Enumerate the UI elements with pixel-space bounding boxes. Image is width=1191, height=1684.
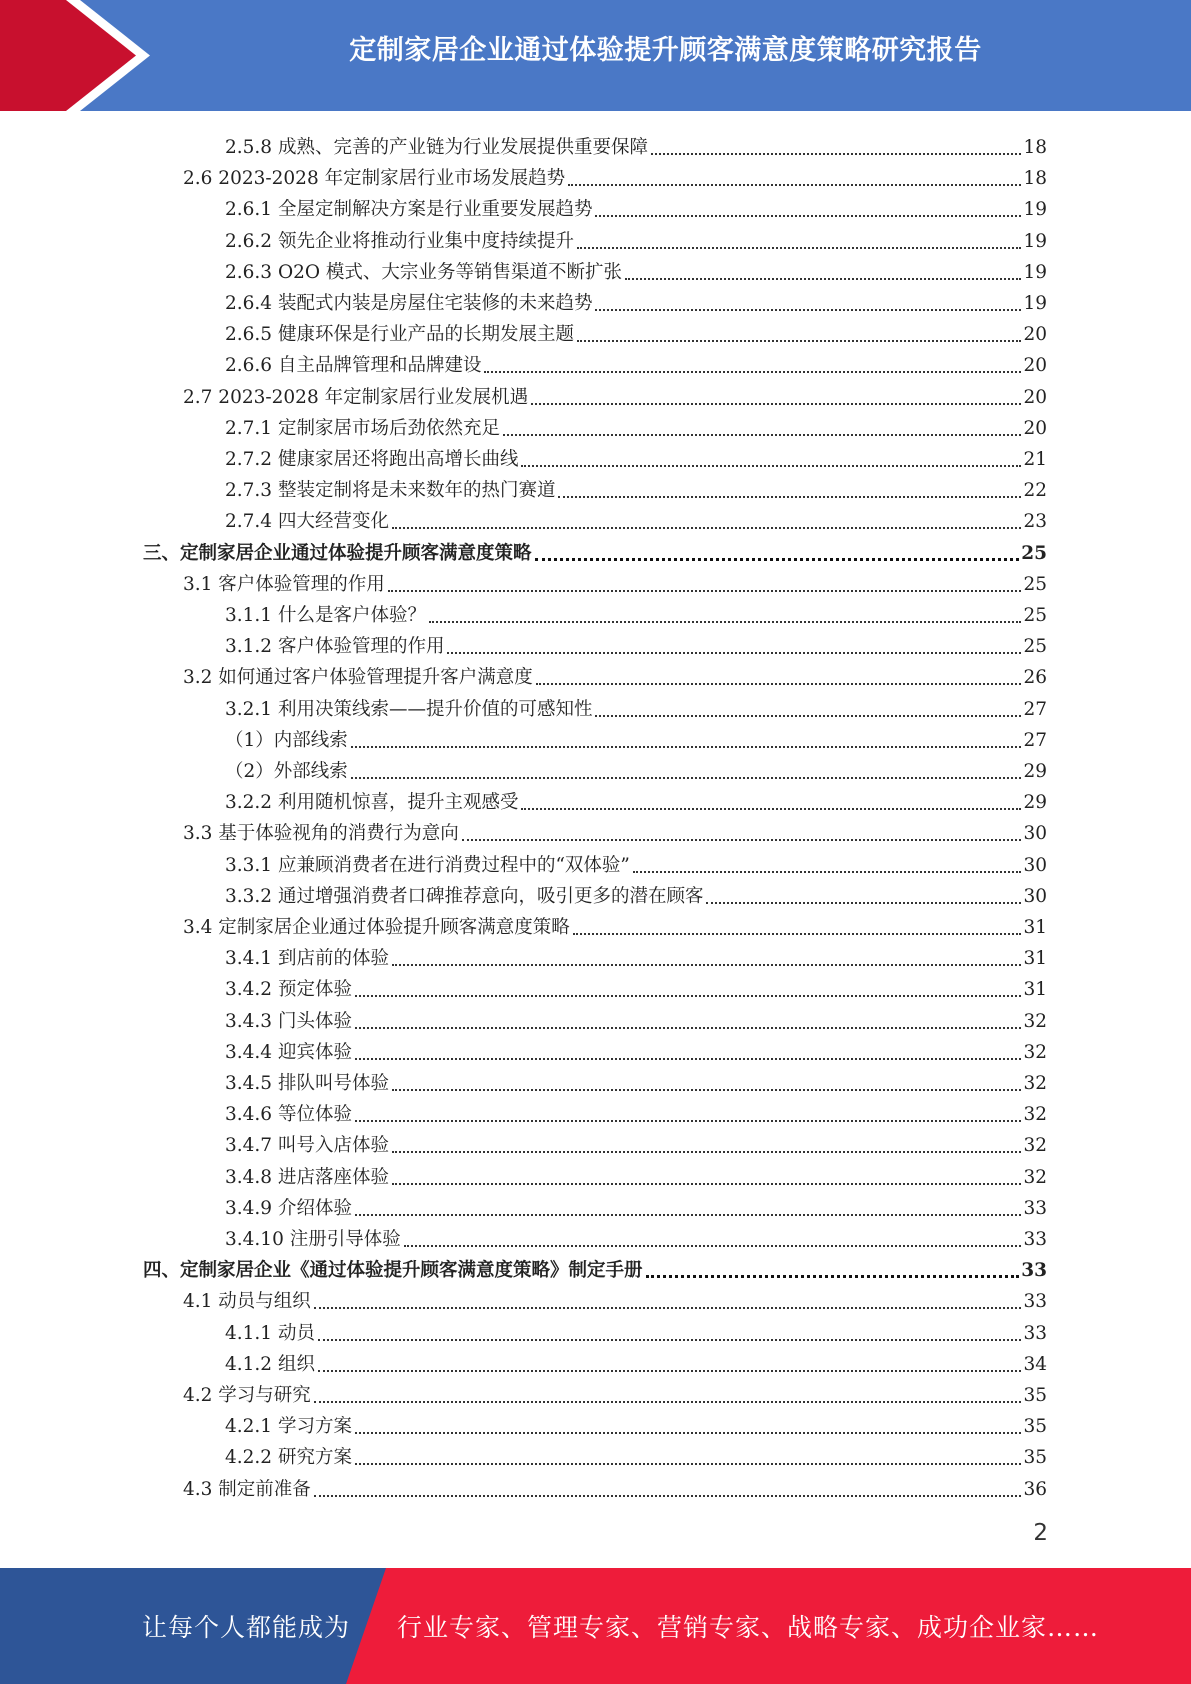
toc-entry[interactable] [225, 1314, 1047, 1345]
toc-entry-label: 2.7.1 定制家居市场后劲依然充足 [225, 417, 500, 439]
toc-dot-leader [573, 933, 1022, 935]
toc-entry-label: 3.4.1 到店前的体验 [225, 948, 389, 970]
toc-entry-label: 2.7.2 健康家居还将跑出高增长曲线 [225, 449, 519, 470]
toc-entry-page: 31 [1023, 979, 1047, 1001]
toc-entry-page: 32 [1023, 1041, 1047, 1063]
toc-entry-label: 2.7.3 整装定制将是未来数年的热门赛道 [225, 480, 556, 502]
toc-entry[interactable] [225, 471, 1047, 502]
toc-dot-leader [633, 871, 1022, 873]
toc-entry[interactable] [225, 627, 1047, 658]
toc-dot-leader [392, 1183, 1021, 1185]
toc-entry-label: 2.7 2023-2028 年定制家居行业发展机遇 [183, 386, 529, 408]
toc-entry[interactable] [225, 752, 1047, 783]
toc-entry-page: 29 [1023, 761, 1047, 782]
toc-dot-leader [355, 1463, 1022, 1465]
toc-entry-label: 3.4.9 介绍体验 [225, 1197, 352, 1219]
toc-entry[interactable] [225, 970, 1047, 1001]
toc-entry-page: 27 [1023, 698, 1047, 720]
toc-entry-page: 35 [1023, 1385, 1047, 1406]
toc-dot-leader [577, 340, 1021, 342]
toc-entry-label: 4.2.1 学习方案 [225, 1416, 352, 1438]
toc-entry[interactable] [225, 1345, 1047, 1376]
toc-entry-label: 2.6.1 全屋定制解决方案是行业重要发展趋势 [225, 199, 593, 221]
toc-entry[interactable] [225, 1220, 1047, 1251]
toc-entry[interactable] [225, 846, 1047, 877]
toc-entry[interactable] [225, 721, 1047, 752]
toc-dot-leader [595, 309, 1021, 311]
toc-entry-label: 4.1 动员与组织 [183, 1291, 311, 1313]
toc-entry[interactable] [225, 190, 1047, 221]
toc-dot-leader [314, 1307, 1022, 1309]
toc-dot-leader [392, 527, 1021, 529]
toc-dot-leader [314, 1401, 1022, 1403]
toc-entry[interactable] [183, 565, 1047, 596]
toc-entry-label: 三、定制家居企业通过体验提升顾客满意度策略 [143, 542, 532, 564]
toc-entry-page: 31 [1023, 917, 1047, 938]
toc-entry-page: 35 [1023, 1416, 1047, 1438]
toc-entry[interactable] [225, 409, 1047, 440]
toc-entry-label: 3.4.3 门头体验 [225, 1010, 352, 1032]
toc-entry-page: 25 [1023, 605, 1047, 626]
toc-entry[interactable] [225, 222, 1047, 253]
toc-dot-leader [646, 1275, 1020, 1278]
toc-entry-page: 33 [1023, 1197, 1047, 1219]
toc-dot-leader [521, 465, 1021, 467]
toc-entry-page: 30 [1023, 885, 1047, 907]
toc-entry[interactable] [225, 253, 1047, 284]
toc-entry-page: 36 [1023, 1478, 1047, 1500]
toc-entry[interactable] [143, 1251, 1047, 1282]
toc-entry-label: 2.6.3 O2O 模式、大宗业务等销售渠道不断扩张 [225, 261, 622, 283]
toc-dot-leader [651, 153, 1021, 155]
toc-dot-leader [568, 184, 1021, 186]
toc-entry-label: 2.6.2 领先企业将推动行业集中度持续提升 [225, 230, 574, 252]
toc-entry[interactable] [225, 1158, 1047, 1189]
toc-dot-leader [355, 1432, 1022, 1434]
toc-entry-label: 3.1 客户体验管理的作用 [183, 573, 385, 595]
toc-dot-leader [595, 715, 1021, 717]
toc-dot-leader [351, 746, 1022, 748]
toc-dot-leader [314, 1495, 1022, 1497]
toc-dot-leader [447, 652, 1021, 654]
page-number: 2 [1033, 1520, 1048, 1546]
toc-entry[interactable] [225, 440, 1047, 471]
toc-entry-label: 3.3 基于体验视角的消费行为意向 [183, 823, 459, 845]
toc-dot-leader [521, 808, 1021, 810]
toc-entry-label: 3.3.1 应兼顾消费者在进行消费过程中的“双体验” [225, 854, 630, 876]
toc-dot-leader [429, 621, 1021, 623]
toc-dot-leader [706, 902, 1021, 904]
toc-entry-page: 20 [1023, 355, 1047, 377]
toc-entry-label: （1）内部线索 [225, 729, 348, 751]
toc-entry-page: 20 [1023, 417, 1047, 439]
toc-entry-page: 21 [1023, 449, 1047, 470]
report-title: 定制家居企业通过体验提升顾客满意度策略研究报告 [349, 35, 982, 66]
toc-dot-leader [392, 1089, 1021, 1091]
toc-entry-label: 3.4 定制家居企业通过体验提升顾客满意度策略 [183, 917, 570, 938]
toc-dot-leader [577, 247, 1021, 249]
toc-entry-page: 32 [1023, 1010, 1047, 1032]
toc-entry-label: 2.6.5 健康环保是行业产品的长期发展主题 [225, 324, 574, 346]
toc-entry[interactable] [225, 690, 1047, 721]
toc-entry-label: 4.3 制定前准备 [183, 1478, 311, 1500]
toc-entry-page: 33 [1023, 1291, 1047, 1313]
toc-entry[interactable] [183, 1376, 1047, 1407]
toc-entry-label: 2.5.8 成熟、完善的产业链为行业发展提供重要保障 [225, 137, 648, 158]
toc-entry-page: 29 [1023, 792, 1047, 814]
toc-entry-label: 2.7.4 四大经营变化 [225, 511, 389, 533]
toc-entry-label: 3.4.10 注册引导体验 [225, 1229, 401, 1250]
toc-entry-label: 3.3.2 通过增强消费者口碑推荐意向，吸引更多的潜在顾客 [225, 885, 704, 907]
toc-dot-leader [355, 995, 1022, 997]
toc-entry-label: （2）外部线索 [225, 761, 348, 782]
toc-dot-leader [404, 1245, 1022, 1247]
toc-dot-leader [355, 1027, 1022, 1029]
toc-entry-label: 3.2 如何通过客户体验管理提升客户满意度 [183, 667, 533, 689]
toc-entry-label: 3.2.1 利用决策线索——提升价值的可感知性 [225, 698, 593, 720]
toc-entry[interactable] [183, 908, 1047, 939]
toc-entry-label: 3.1.1 什么是客户体验？ [225, 605, 426, 626]
toc-entry-page: 19 [1023, 230, 1047, 252]
toc-entry-label: 4.2 学习与研究 [183, 1385, 311, 1406]
toc-dot-leader [536, 683, 1022, 685]
toc-entry-page: 27 [1023, 729, 1047, 751]
toc-entry[interactable] [225, 1033, 1047, 1064]
toc-entry-page: 23 [1023, 511, 1047, 533]
toc-entry[interactable] [225, 596, 1047, 627]
toc-entry-page: 33 [1021, 1260, 1047, 1282]
toc-entry-label: 3.4.5 排队叫号体验 [225, 1073, 389, 1094]
toc-entry[interactable] [225, 1438, 1047, 1469]
toc-entry[interactable] [225, 315, 1047, 346]
toc-entry-label: 3.4.7 叫号入店体验 [225, 1135, 389, 1157]
toc-entry[interactable] [225, 877, 1047, 908]
toc-dot-leader [318, 1339, 1022, 1341]
toc-entry-page: 19 [1023, 199, 1047, 221]
toc-entry[interactable] [183, 814, 1047, 845]
toc-entry-label: 4.2.2 研究方案 [225, 1447, 352, 1469]
toc-entry[interactable] [225, 783, 1047, 814]
toc-dot-leader [392, 964, 1021, 966]
toc-entry[interactable] [225, 1064, 1047, 1095]
toc-entry-label: 2.6.4 装配式内装是房屋住宅装修的未来趋势 [225, 293, 593, 314]
toc-entry-page: 32 [1023, 1135, 1047, 1157]
toc-entry-label: 2.6.6 自主品牌管理和品牌建设 [225, 355, 482, 377]
arrow-red-fill [0, 0, 136, 111]
toc-entry[interactable] [225, 502, 1047, 533]
toc-entry-page: 20 [1023, 324, 1047, 346]
toc-entry[interactable] [183, 1470, 1047, 1501]
toc-entry[interactable] [183, 658, 1047, 689]
toc-entry[interactable] [225, 939, 1047, 970]
footer-slogan-left: 让每个人都能成为 [142, 1613, 351, 1642]
toc-entry[interactable] [225, 1126, 1047, 1157]
toc-entry-label: 四、定制家居企业《通过体验提升顾客满意度策略》制定手册 [143, 1260, 643, 1282]
toc-entry-label: 4.1.2 组织 [225, 1353, 315, 1375]
toc-entry-page: 32 [1023, 1166, 1047, 1188]
toc-entry-label: 3.4.8 进店落座体验 [225, 1166, 389, 1188]
toc-entry-page: 25 [1023, 636, 1047, 658]
toc-entry-label: 4.1.1 动员 [225, 1322, 315, 1344]
toc-entry-label: 3.1.2 客户体验管理的作用 [225, 636, 445, 658]
arrow-chevron-icon [0, 0, 160, 111]
toc-entry[interactable] [183, 378, 1047, 409]
toc-entry-page: 33 [1023, 1229, 1047, 1250]
toc-entry-page: 25 [1023, 573, 1047, 595]
toc-entry[interactable] [143, 534, 1047, 565]
toc-entry[interactable] [225, 346, 1047, 377]
toc-dot-leader [503, 434, 1021, 436]
toc-entry-page: 31 [1023, 948, 1047, 970]
toc-entry-page: 35 [1023, 1447, 1047, 1469]
toc-dot-leader [462, 839, 1022, 841]
toc-entry-page: 19 [1023, 293, 1047, 314]
toc-dot-leader [355, 1058, 1022, 1060]
toc-dot-leader [392, 1151, 1021, 1153]
toc-dot-leader [595, 215, 1021, 217]
toc-entry[interactable] [225, 1189, 1047, 1220]
toc-entry-page: 20 [1023, 386, 1047, 408]
toc-dot-leader [484, 371, 1021, 373]
toc-dot-leader [558, 496, 1021, 498]
toc-entry-label: 3.4.6 等位体验 [225, 1104, 352, 1126]
toc-entry[interactable] [225, 128, 1047, 159]
toc-entry[interactable] [225, 1002, 1047, 1033]
toc-entry-page: 33 [1023, 1322, 1047, 1344]
toc-dot-leader [355, 1120, 1022, 1122]
toc-entry-label: 3.2.2 利用随机惊喜，提升主观感受 [225, 792, 519, 814]
toc-entry-page: 26 [1023, 667, 1047, 689]
toc-entry-page: 32 [1023, 1073, 1047, 1094]
toc-entry-page: 25 [1021, 542, 1047, 564]
page-header [0, 0, 1191, 111]
toc-dot-leader [388, 590, 1022, 592]
toc-dot-leader [355, 1214, 1022, 1216]
toc-entry-page: 32 [1023, 1104, 1047, 1126]
toc-entry-page: 30 [1023, 823, 1047, 845]
toc-entry[interactable] [183, 159, 1047, 190]
toc-dot-leader [531, 403, 1021, 405]
toc-dot-leader [625, 278, 1022, 280]
toc-entry-page: 30 [1023, 854, 1047, 876]
footer-slogan-right: 行业专家、管理专家、营销专家、战略专家、成功企业家…… [397, 1613, 1100, 1642]
toc-entry[interactable] [225, 1407, 1047, 1438]
toc-entry-page: 18 [1023, 137, 1047, 158]
toc-dot-leader [351, 777, 1022, 779]
toc-entry-page: 18 [1023, 168, 1047, 190]
toc-entry-label: 3.4.4 迎宾体验 [225, 1041, 352, 1063]
toc-entry-label: 2.6 2023-2028 年定制家居行业市场发展趋势 [183, 168, 566, 190]
toc-entry[interactable] [225, 1095, 1047, 1126]
toc-entry-page: 22 [1023, 480, 1047, 502]
toc-entry-label: 3.4.2 预定体验 [225, 979, 352, 1001]
toc-entry-page: 34 [1023, 1353, 1047, 1375]
toc-dot-leader [535, 558, 1020, 561]
page-footer [0, 1568, 1191, 1684]
toc-entry[interactable] [225, 284, 1047, 315]
toc-entry[interactable] [183, 1282, 1047, 1313]
toc-entry-page: 19 [1023, 261, 1047, 283]
toc-dot-leader [318, 1370, 1022, 1372]
